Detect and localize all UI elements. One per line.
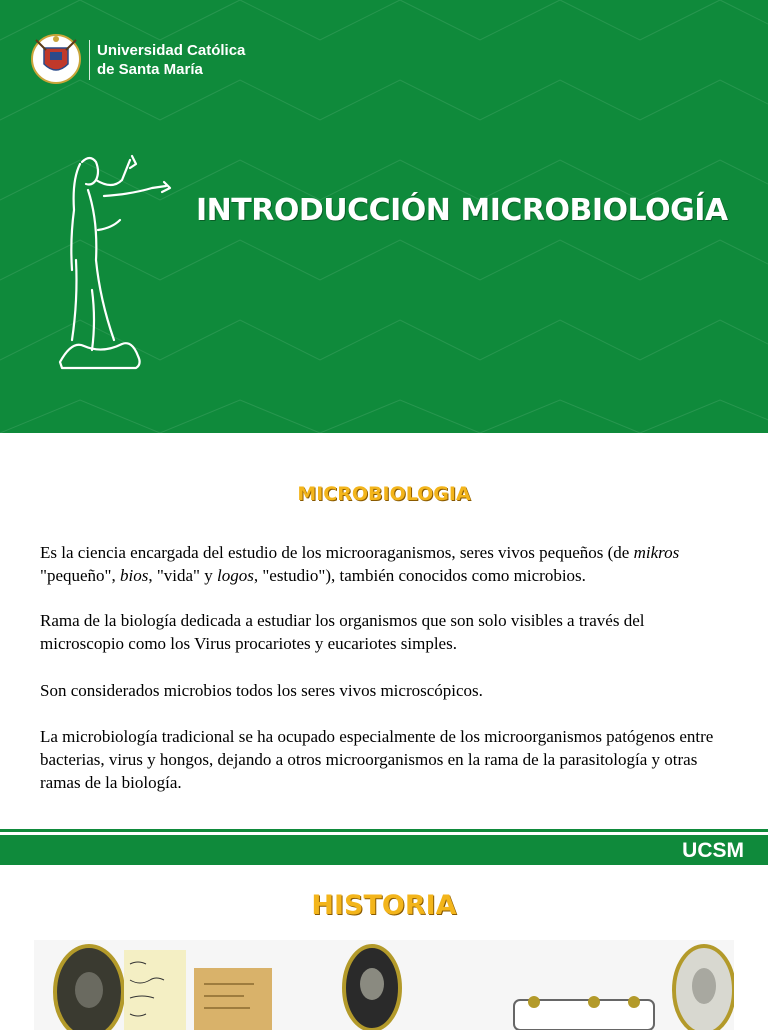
paragraph-microbes: Son considerados microbios todos los seres vivos microscópicos. xyxy=(40,681,483,700)
footer-brand: UCSM xyxy=(682,839,744,862)
title-slide xyxy=(0,0,768,433)
history-images xyxy=(34,940,734,1030)
p1-text-d: , "estudio"), también conocidos como microbios. xyxy=(253,566,586,585)
university-name xyxy=(97,41,245,79)
p1-term-mikros: mikros xyxy=(633,543,680,562)
historia-slide xyxy=(0,865,768,1024)
paragraph-traditional: La microbiología tradicional se ha ocupado especialmente de los microorganismos patógenos entre bacterias, virus y hongos, dejando a otros microorganismos en la rama de la parasitología y otras ramas de la biología. xyxy=(40,727,714,792)
statue-icon xyxy=(52,150,172,372)
section-title-microbiologia: MICROBIOLOGIA xyxy=(297,483,471,505)
p1-term-logos: logos xyxy=(216,566,254,585)
logo-divider xyxy=(89,40,90,80)
slide-footer xyxy=(0,835,768,865)
microbiologia-slide xyxy=(0,433,768,835)
university-crest-icon xyxy=(28,30,84,88)
p1-text-b: "pequeño", xyxy=(40,566,120,585)
university-name-line1: Universidad Católica xyxy=(97,42,246,59)
p1-term-bios: bios xyxy=(119,566,149,585)
p1-text-c: , "vida" y xyxy=(148,566,217,585)
paragraph-definition xyxy=(40,541,730,587)
section-title-historia: HISTORIA xyxy=(311,890,457,921)
p1-text-a: Es la ciencia encargada del estudio de los microoraganismos, seres vivos pequeños (de xyxy=(40,543,634,562)
university-name-line2: de Santa María xyxy=(97,61,203,78)
paragraph-branch: Rama de la biología dedicada a estudiar los organismos que son solo visibles a través del microscopio como los Virus procariotes y eucariotes simples. xyxy=(40,611,645,653)
presentation-title: INTRODUCCIÓN MICROBIOLOGÍA xyxy=(196,193,728,228)
footer-divider xyxy=(0,829,768,832)
